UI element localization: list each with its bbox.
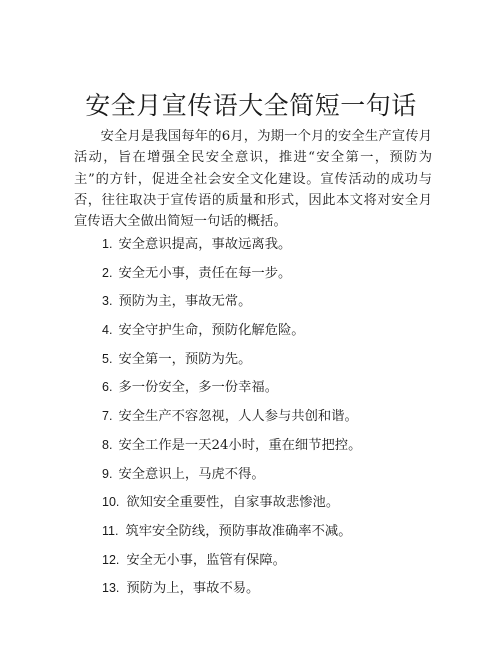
list-item-number: 8. xyxy=(102,437,113,452)
list-item xyxy=(102,579,361,608)
list-item-number: 11. xyxy=(102,523,119,538)
list-item-number: 12. xyxy=(102,552,120,567)
intro-paragraph: 安全月是我国每年的6月，为期一个月的安全生产宣传月活动，旨在增强全民安全意识，推进“安全第一，预防为主”的方针，促进全社会安全文化建设。宣传活动的成功与否，往往取决于宣传语的质量和形式，因此本文将对安全月宣传语大全做出简短一句话的概括。 xyxy=(74,129,432,230)
list-item xyxy=(102,378,361,407)
list-item xyxy=(102,350,361,379)
list-item-text: 安全无小事，责任在每一步。 xyxy=(118,265,292,281)
list-item xyxy=(102,493,361,522)
list-item-text: 预防为上，事故不易。 xyxy=(126,581,260,597)
list-item xyxy=(102,407,361,436)
list-item-text: 多一份安全，多一份幸福。 xyxy=(118,380,278,396)
list-item-number: 4. xyxy=(102,323,113,338)
list-item-number: 7. xyxy=(102,409,113,424)
list-item-number: 1. xyxy=(102,237,113,251)
list-item xyxy=(102,436,361,465)
slogan-list xyxy=(102,235,361,608)
list-item xyxy=(102,522,361,551)
list-item-text: 安全守护生命，预防化解危险。 xyxy=(118,323,305,339)
list-item xyxy=(102,292,361,321)
list-item-text: 安全工作是一天24小时，重在细节把控。 xyxy=(118,437,362,453)
list-item-number: 3. xyxy=(102,294,113,309)
list-item-number: 2. xyxy=(102,265,113,280)
list-item-text: 安全意识提高，事故远离我。 xyxy=(118,237,292,252)
list-item xyxy=(102,321,361,350)
list-item-text: 筑牢安全防线，预防事故准确率不减。 xyxy=(125,523,352,539)
list-item xyxy=(102,551,361,580)
list-item-number: 6. xyxy=(102,380,113,395)
list-item-text: 安全无小事，监管有保障。 xyxy=(126,552,286,568)
list-item xyxy=(102,235,361,264)
list-item-text: 预防为主，事故无常。 xyxy=(118,294,252,310)
list-item-number: 13. xyxy=(102,581,120,596)
list-item-number: 9. xyxy=(102,466,113,481)
list-item-text: 安全生产不容忽视，人人参与共创和谐。 xyxy=(118,409,358,425)
list-item-text: 欲知安全重要性，自家事故悲惨池。 xyxy=(126,495,340,511)
list-item-text: 安全第一，预防为先。 xyxy=(118,351,252,367)
list-item xyxy=(102,264,361,293)
document-title: 安全月宣传语大全简短一句话 xyxy=(85,91,417,120)
list-item-number: 10. xyxy=(102,495,120,510)
list-item-number: 5. xyxy=(102,351,113,366)
list-item-text: 安全意识上，马虎不得。 xyxy=(118,466,265,482)
list-item xyxy=(102,465,361,494)
